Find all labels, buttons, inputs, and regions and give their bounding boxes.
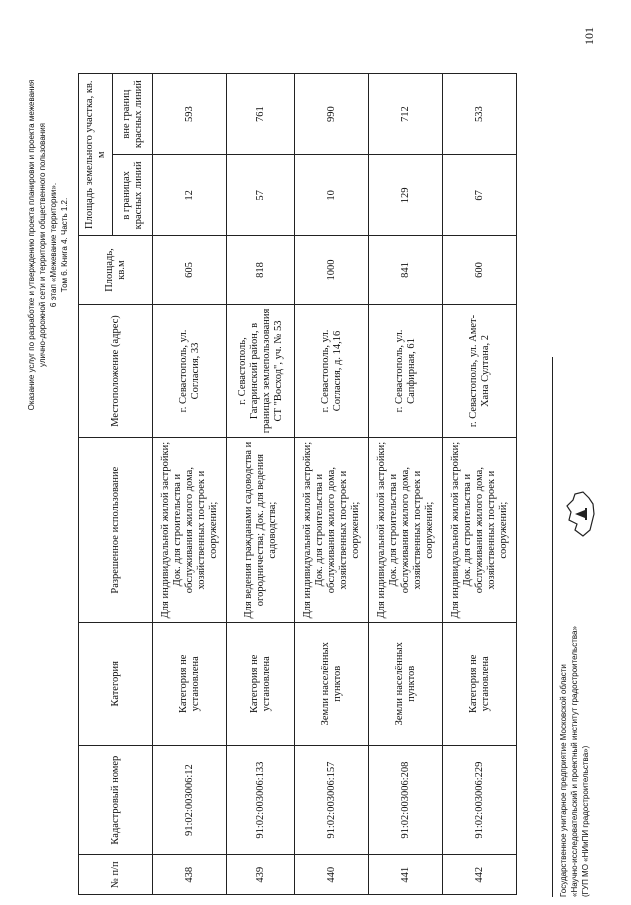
header-line-4: Том 6. Книга 4. Часть 1.2.: [60, 197, 69, 293]
cell-cadastral: 91:02:003006:208: [369, 745, 443, 855]
cell-within: 129: [369, 155, 443, 236]
cell-outside: 593: [153, 74, 227, 155]
cell-category: Земли населённых пунктов: [369, 622, 443, 745]
cell-category: Земли населённых пунктов: [295, 622, 369, 745]
cell-num: 441: [369, 855, 443, 895]
cell-outside: 761: [227, 74, 295, 155]
cell-num: 438: [153, 855, 227, 895]
cell-cadastral: 91:02:003006:157: [295, 745, 369, 855]
header-line-2: улично-дорожной сети и территории общественного пользования: [38, 123, 47, 367]
footer-divider: [552, 357, 553, 897]
cell-cadastral: 91:02:003006:12: [153, 745, 227, 855]
cell-cadastral: 91:02:003006:229: [443, 745, 517, 855]
cell-num: 439: [227, 855, 295, 895]
cell-area: 1000: [295, 236, 369, 304]
table-row: [295, 74, 369, 895]
cell-within: 12: [153, 155, 227, 236]
header-split-area: Площадь земельного участка, кв. м: [79, 74, 113, 236]
header-num: № п/п: [79, 855, 153, 895]
document-footer: [558, 626, 591, 897]
cell-location: г. Севастополь, ул. Согласия, д. 14,16: [295, 304, 369, 438]
cell-num: 440: [295, 855, 369, 895]
cell-area: 605: [153, 236, 227, 304]
cell-use: Для индивидуальной жилой застройки; Док. для строительства и обслуживания жилого дома, хозяйственных построек и сооружений;: [295, 438, 369, 622]
page-number: 101: [582, 27, 596, 45]
header-use: Разрешенное использование: [79, 438, 153, 622]
cell-outside: 712: [369, 74, 443, 155]
header-line-1: Оказание услуг по разработке и утверждению проекта планировки и проекта межевания: [27, 79, 36, 411]
table-row: [227, 74, 295, 895]
cell-location: г. Севастополь, ул. Сапфирная, 61: [369, 304, 443, 438]
cell-within: 57: [227, 155, 295, 236]
document-header: [26, 0, 70, 505]
table-row: [153, 74, 227, 895]
cell-use: Для индивидуальной жилой застройки; Док. для строительства и обслуживания жилого дома, хозяйственных построек и сооружений;: [443, 438, 517, 622]
cell-location: г. Севастополь, Гагаринский район, в границах землепользования СТ "Восход", уч. № 53: [227, 304, 295, 438]
cell-within: 67: [443, 155, 517, 236]
cell-category: Категория не установлена: [443, 622, 517, 745]
cell-area: 818: [227, 236, 295, 304]
header-area: Площадь, кв.м: [79, 236, 153, 304]
cell-category: Категория не установлена: [153, 622, 227, 745]
land-plots-table: [78, 73, 517, 895]
cell-location: г. Севастополь, ул. Амет-Хана Султана, 2: [443, 304, 517, 438]
cell-use: Для индивидуальной жилой застройки; Док. для строительства и обслуживания жилого дома, хозяйственных построек и сооружений;: [369, 438, 443, 622]
header-line-3: 6 этап «Межевание территории».: [49, 182, 58, 308]
cell-outside: 533: [443, 74, 517, 155]
cell-location: г. Севастополь, ул. Согласия, 33: [153, 304, 227, 438]
cell-outside: 990: [295, 74, 369, 155]
cell-use: Для индивидуальной жилой застройки; Док. для строительства и обслуживания жилого дома, хозяйственных построек и сооружений;: [153, 438, 227, 622]
header-cadastral: Кадастровый номер: [79, 745, 153, 855]
cell-category: Категория не установлена: [227, 622, 295, 745]
cell-within: 10: [295, 155, 369, 236]
cell-num: 442: [443, 855, 517, 895]
cell-cadastral: 91:02:003006:133: [227, 745, 295, 855]
header-outside-red-lines: вне границ красных линий: [113, 74, 153, 155]
cell-use: Для ведения гражданами садоводства и огородничества; Док. для ведения садоводства;: [227, 438, 295, 622]
footer-line-1: Государственное унитарное предприятие Московской области: [559, 664, 568, 897]
table-row: [369, 74, 443, 895]
cell-area: 841: [369, 236, 443, 304]
header-category: Категория: [79, 622, 153, 745]
table-row: [443, 74, 517, 895]
footer-line-3: (ГУП МО «НИиПИ градостроительства»): [581, 745, 590, 897]
header-location: Местоположение (адрес): [79, 304, 153, 438]
niipi-logo-icon: [563, 488, 597, 540]
header-within-red-lines: в границах красных линий: [113, 155, 153, 236]
cell-area: 600: [443, 236, 517, 304]
footer-line-2: «Научно-исследовательский и проектный институт градостроительства»: [570, 626, 579, 897]
